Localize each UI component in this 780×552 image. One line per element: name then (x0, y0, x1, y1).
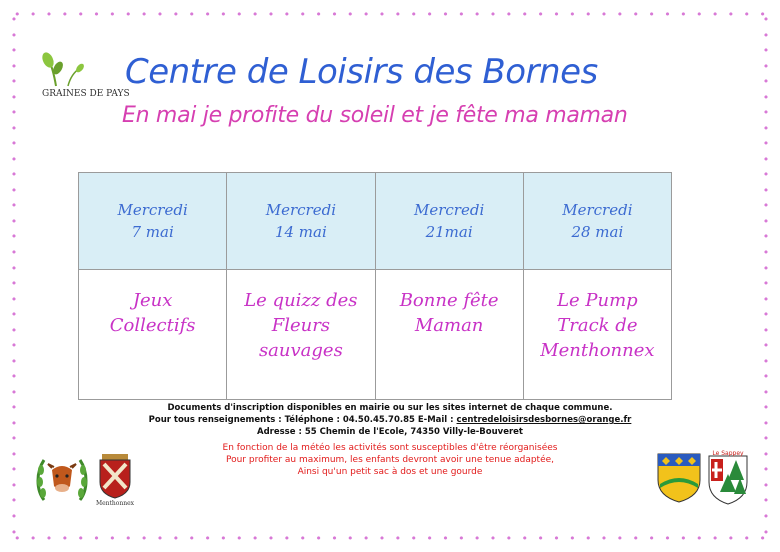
border-bead: • (10, 245, 18, 259)
border-bead: • (172, 531, 180, 545)
border-bead: • (331, 7, 338, 21)
border-bead: • (10, 168, 18, 182)
border-bead: • (156, 531, 164, 545)
border-bead: • (10, 28, 18, 42)
border-bead: • (648, 7, 655, 21)
border-bead: • (762, 432, 770, 446)
border-bead: • (762, 168, 770, 182)
border-bead: • (220, 7, 227, 21)
border-bead: • (632, 531, 640, 545)
border-bead: • (14, 531, 21, 545)
border-bead: • (695, 7, 703, 21)
border-bead: • (727, 7, 735, 21)
border-bead: • (762, 416, 770, 430)
border-bead: • (283, 531, 291, 545)
weather-note: En fonction de la météo les activités sont susceptibles d'être réorganisées Pour profiter au maximum, les enfants devront avoir une tenue adaptée, Ainsi qu'un petit sac à dos et une gourde (222, 443, 558, 477)
le-sappey-crest (706, 450, 750, 506)
border-bead: • (410, 531, 417, 545)
activities-row (79, 270, 672, 400)
activity-cell: Le Pump Track de Menthonnex (523, 270, 671, 400)
border-bead: • (521, 531, 528, 545)
border-bead: • (489, 531, 497, 545)
border-bead: • (77, 531, 84, 545)
border-bead: • (93, 531, 100, 545)
border-bead: • (125, 7, 132, 21)
border-bead: • (10, 510, 18, 523)
border-bead: • (10, 323, 18, 337)
border-bead: • (347, 7, 354, 21)
activity-cell: Jeux Collectifs (79, 270, 227, 400)
day-cell: Mercredi 14 mai (227, 173, 375, 270)
border-bead: • (664, 531, 671, 545)
border-bead: • (762, 121, 770, 135)
border-bead: • (664, 7, 671, 21)
border-bead: • (762, 230, 770, 244)
info-line-2: Pour tous renseignements : Téléphone : 04.50.45.70.85 E-Mail : centredeloisirsdesbornes@orange.fr (148, 415, 632, 425)
border-bead: • (236, 7, 243, 21)
border-bead: • (362, 7, 370, 21)
border-bead: • (10, 75, 18, 89)
border-bead: • (109, 7, 116, 21)
border-bead: • (426, 531, 433, 545)
border-bead: • (45, 531, 53, 545)
border-bead: • (410, 7, 417, 21)
border-bead: • (10, 463, 18, 477)
border-bead: • (10, 13, 18, 26)
border-bead: • (569, 531, 576, 545)
border-bead: • (10, 277, 18, 291)
svg-text:GRAINES DE PAYS: GRAINES DE PAYS (42, 89, 130, 99)
border-bead: • (10, 447, 18, 461)
border-bead: • (648, 531, 655, 545)
border-bead: • (10, 230, 18, 244)
commune-shield-icon (656, 452, 702, 504)
registration-info (130, 402, 650, 438)
border-bead: • (188, 7, 195, 21)
svg-text:Le Sappey: Le Sappey (712, 450, 744, 457)
border-bead: • (458, 7, 465, 21)
border-bead: • (236, 531, 243, 545)
page-subtitle: En mai je profite du soleil et je fête ma maman (122, 103, 628, 128)
border-bead: • (458, 531, 465, 545)
border-bead: • (762, 59, 770, 73)
border-bead: • (156, 7, 164, 21)
border-bead: • (267, 7, 275, 21)
border-bead: • (61, 7, 69, 21)
border-bead: • (61, 531, 69, 545)
border-bead: • (762, 478, 770, 492)
top-border (14, 8, 766, 20)
border-bead: • (10, 261, 18, 275)
border-bead: • (10, 137, 18, 151)
border-bead: • (759, 531, 766, 545)
border-bead: • (727, 531, 735, 545)
border-bead: • (378, 531, 386, 545)
border-bead: • (140, 531, 148, 545)
border-bead: • (204, 531, 211, 545)
border-bead: • (473, 7, 481, 21)
border-bead: • (762, 13, 770, 26)
border-bead: • (204, 7, 211, 21)
border-bead: • (10, 401, 18, 415)
border-bead: • (762, 339, 770, 353)
border-bead: • (762, 292, 770, 306)
border-bead: • (762, 494, 770, 508)
border-bead: • (762, 199, 770, 213)
graines-de-pays-logo (38, 48, 130, 110)
border-bead: • (362, 531, 370, 545)
page-title: Centre de Loisirs des Bornes (125, 52, 598, 92)
border-bead: • (759, 7, 766, 21)
activity-cell: Bonne fête Maman (375, 270, 523, 400)
border-bead: • (251, 531, 259, 545)
cow-laurel-logo (34, 452, 90, 508)
border-bead: • (762, 401, 770, 415)
border-bead: • (10, 416, 18, 430)
border-bead: • (267, 531, 275, 545)
border-bead: • (762, 44, 770, 58)
left-border (8, 14, 20, 538)
border-bead: • (10, 183, 18, 197)
border-bead: • (600, 531, 608, 545)
border-bead: • (140, 7, 148, 21)
day-cell: Mercredi 21mai (375, 173, 523, 270)
border-bead: • (762, 463, 770, 477)
border-bead: • (762, 214, 770, 228)
border-bead: • (10, 152, 18, 166)
border-bead: • (695, 531, 703, 545)
border-bead: • (29, 7, 37, 21)
border-bead: • (762, 370, 770, 384)
border-bead: • (762, 183, 770, 197)
border-bead: • (762, 106, 770, 120)
border-bead: • (600, 7, 608, 21)
border-bead: • (680, 531, 687, 545)
border-bead: • (569, 7, 576, 21)
border-bead: • (426, 7, 433, 21)
border-bead: • (394, 7, 402, 21)
border-bead: • (299, 531, 306, 545)
border-bead: • (442, 7, 449, 21)
right-border (760, 14, 772, 538)
border-bead: • (584, 7, 592, 21)
border-bead: • (632, 7, 640, 21)
border-bead: • (45, 7, 53, 21)
border-bead: • (251, 7, 259, 21)
border-bead: • (299, 7, 306, 21)
email-link[interactable]: centredeloisirsdesbornes@orange.fr (456, 415, 632, 425)
border-bead: • (489, 7, 497, 21)
border-bead: • (109, 531, 116, 545)
border-bead: • (10, 199, 18, 213)
border-bead: • (10, 59, 18, 73)
border-bead: • (10, 121, 18, 135)
border-bead: • (680, 7, 687, 21)
border-bead: • (220, 531, 227, 545)
border-bead: • (743, 531, 751, 545)
border-bead: • (762, 90, 770, 104)
border-bead: • (762, 75, 770, 89)
border-bead: • (93, 7, 100, 21)
border-bead: • (10, 525, 18, 539)
border-bead: • (10, 106, 18, 120)
day-cell: Mercredi 7 mai (79, 173, 227, 270)
border-bead: • (505, 531, 513, 545)
border-bead: • (172, 7, 180, 21)
border-bead: • (10, 308, 18, 322)
border-bead: • (10, 90, 18, 104)
border-bead: • (77, 7, 84, 21)
border-bead: • (10, 44, 18, 58)
border-bead: • (394, 531, 402, 545)
border-bead: • (743, 7, 751, 21)
days-row (79, 173, 672, 270)
border-bead: • (762, 354, 770, 368)
border-bead: • (537, 7, 544, 21)
border-bead: • (10, 494, 18, 508)
border-bead: • (378, 7, 386, 21)
activity-cell: Le quizz des Fleurs sauvages (227, 270, 375, 400)
border-bead: • (315, 7, 322, 21)
border-bead: • (762, 261, 770, 275)
border-bead: • (442, 531, 449, 545)
svg-text:Menthonnex: Menthonnex (95, 500, 135, 507)
border-bead: • (10, 339, 18, 353)
border-bead: • (762, 28, 770, 42)
border-bead: • (711, 531, 719, 545)
border-bead: • (10, 432, 18, 446)
border-bead: • (762, 245, 770, 259)
border-bead: • (10, 370, 18, 384)
border-bead: • (553, 531, 560, 545)
border-bead: • (584, 531, 592, 545)
info-line-1: Documents d'inscription disponibles en mairie ou sur les sites internet de chaque commune. (167, 403, 613, 413)
border-bead: • (762, 385, 770, 399)
border-bead: • (537, 531, 544, 545)
border-bead: • (10, 214, 18, 228)
border-bead: • (315, 531, 322, 545)
border-bead: • (10, 354, 18, 368)
schedule-table (78, 172, 672, 400)
border-bead: • (505, 7, 513, 21)
menthonnex-crest (94, 452, 136, 506)
border-bead: • (762, 323, 770, 337)
border-bead: • (762, 525, 770, 539)
border-bead: • (762, 308, 770, 322)
info-line-3: Adresse : 55 Chemin de l'Ecole, 74350 Villy-le-Bouveret (257, 427, 523, 437)
border-bead: • (762, 137, 770, 151)
border-bead: • (553, 7, 560, 21)
border-bead: • (14, 7, 21, 21)
bottom-border (14, 532, 766, 544)
border-bead: • (10, 385, 18, 399)
border-bead: • (331, 531, 338, 545)
border-bead: • (283, 7, 291, 21)
border-bead: • (762, 152, 770, 166)
border-bead: • (521, 7, 528, 21)
border-bead: • (616, 531, 624, 545)
border-bead: • (125, 531, 132, 545)
border-bead: • (762, 510, 770, 523)
border-bead: • (711, 7, 719, 21)
border-bead: • (29, 531, 37, 545)
border-bead: • (10, 292, 18, 306)
border-bead: • (473, 531, 481, 545)
day-cell: Mercredi 28 mai (523, 173, 671, 270)
border-bead: • (10, 478, 18, 492)
border-bead: • (347, 531, 354, 545)
border-bead: • (762, 447, 770, 461)
border-bead: • (616, 7, 624, 21)
border-bead: • (188, 531, 195, 545)
border-bead: • (762, 277, 770, 291)
